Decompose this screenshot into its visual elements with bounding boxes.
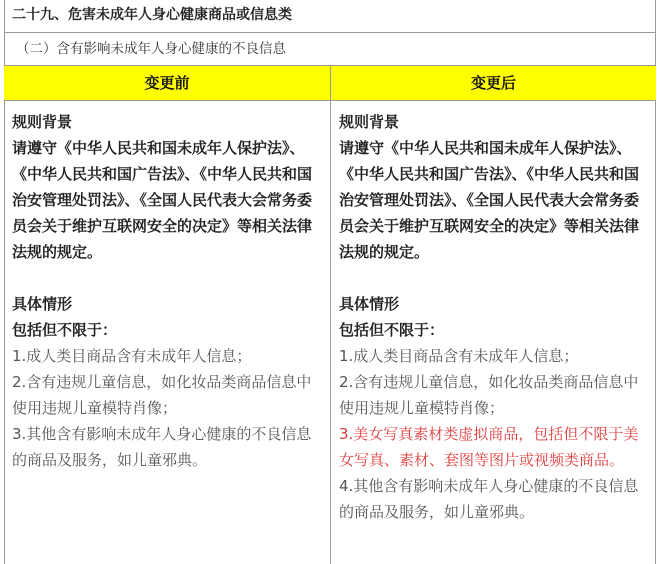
after-background-text: 请遵守《中华人民共和国未成年人保护法》、《中华人民共和国广告法》、《中华人民共和国治安管理处罚法》、《全国人民代表大会常务委员会关于维护互联网安全的决定》等相关法律法规的规定。 (339, 139, 640, 261)
after-column-header: 变更后 (470, 74, 516, 92)
before-background-text: 请遵守《中华人民共和国未成年人保护法》、《中华人民共和国广告法》、《中华人民共和国治安管理处罚法》、《全国人民代表大会常务委员会关于维护互联网安全的决定》等相关法律法规的规定。 (12, 139, 313, 261)
column-divider (330, 66, 331, 564)
after-situations-heading: 具体情形 (339, 295, 400, 313)
before-item-2: 2.含有违规儿童信息，如化妆品类商品信息中使用违规儿童模特肖像； (12, 373, 312, 417)
before-column-header: 变更前 (144, 74, 190, 92)
before-item-1: 1.成人类目商品含有未成年人信息； (12, 347, 252, 365)
subsection-title: （二）含有影响未成年人身心健康的不良信息 (4, 33, 656, 66)
before-includes-label: 包括但不限于： (12, 321, 118, 339)
before-item-3: 3.其他含有影响未成年人身心健康的不良信息的商品及服务，如儿童邪典。 (12, 425, 312, 469)
before-column (12, 109, 320, 473)
after-item-3-new: 3.美女写真素材类虚拟商品，包括但不限于美女写真、素材、套图等图片或视频类商品。 (339, 425, 639, 469)
after-background-heading: 规则背景 (339, 113, 400, 131)
after-item-1: 1.成人类目商品含有未成年人信息； (339, 347, 579, 365)
after-column (339, 109, 647, 525)
before-background-heading: 规则背景 (12, 113, 73, 131)
after-includes-label: 包括但不限于： (339, 321, 445, 339)
after-item-2: 2.含有违规儿童信息，如化妆品类商品信息中使用违规儿童模特肖像； (339, 373, 639, 417)
before-situations-heading: 具体情形 (12, 295, 73, 313)
after-item-4: 4.其他含有影响未成年人身心健康的不良信息的商品及服务，如儿童邪典。 (339, 477, 639, 521)
section-title: 二十九、危害未成年人身心健康商品或信息类 (4, 0, 656, 33)
